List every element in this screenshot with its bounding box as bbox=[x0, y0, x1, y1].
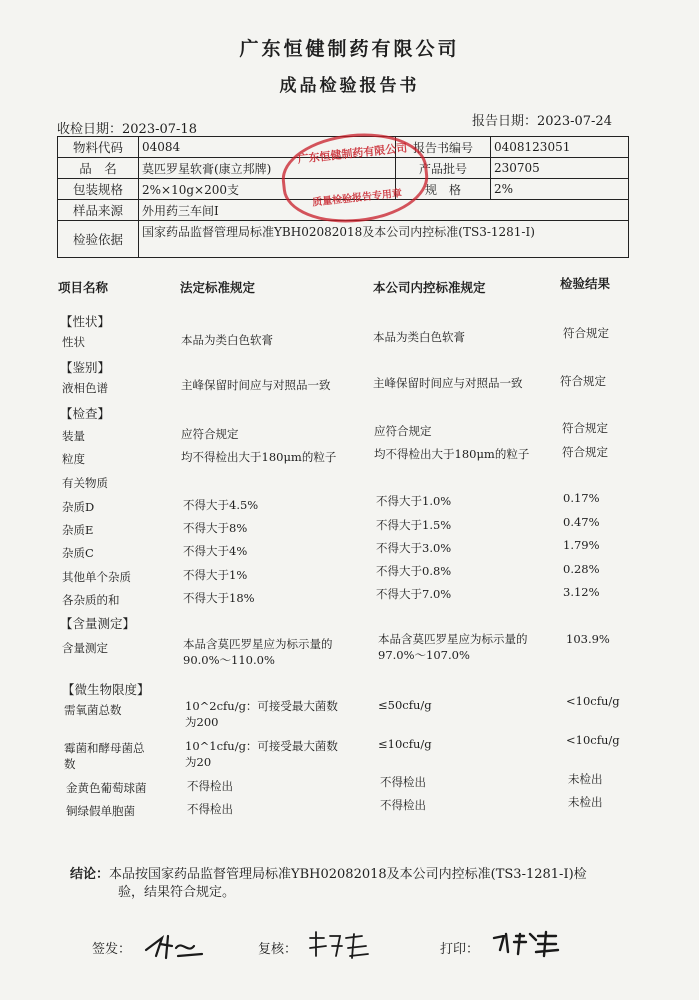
row-internal: 不得大于1.5% bbox=[376, 518, 452, 532]
row-item-line-1: 霉菌和酵母菌总 bbox=[64, 741, 145, 755]
row-result: 未检出 bbox=[568, 772, 603, 786]
receive-date: 2023-07-18 bbox=[122, 122, 197, 137]
row-item: 杂质D bbox=[62, 500, 95, 514]
row-internal: ≤10cfu/g bbox=[378, 737, 432, 751]
issuer-signature bbox=[142, 928, 206, 962]
row-internal: 不得大于3.0% bbox=[376, 541, 452, 555]
section-properties: 【性状】 bbox=[60, 314, 111, 329]
row-internal: 不得大于7.0% bbox=[376, 587, 452, 601]
issuer-label: 签发： bbox=[92, 942, 132, 957]
row-statutory-line-2: 90.0%～110.0% bbox=[183, 653, 275, 667]
row-item: 杂质C bbox=[62, 546, 94, 560]
row-result: 103.9% bbox=[566, 632, 610, 646]
stamp-purpose: 质量检验报告专用章 bbox=[311, 188, 403, 209]
product-name-label: 品 名 bbox=[58, 158, 139, 179]
material-code-label: 物料代码 bbox=[58, 137, 139, 158]
receive-date-label: 收检日期： bbox=[57, 122, 123, 137]
row-item: 需氧菌总数 bbox=[64, 703, 122, 717]
row-result: <10cfu/g bbox=[566, 694, 620, 708]
row-result: 符合规定 bbox=[562, 421, 608, 435]
section-identification: 【鉴别】 bbox=[60, 360, 111, 375]
sample-source-label: 样品来源 bbox=[58, 200, 139, 221]
row-statutory: 不得大于4% bbox=[183, 544, 248, 558]
row-statutory: 不得大于1% bbox=[183, 568, 248, 582]
row-internal: 应符合规定 bbox=[374, 424, 432, 438]
material-code: 04084 bbox=[139, 137, 396, 158]
batch-label: 产品批号 bbox=[396, 158, 491, 179]
report-date-line bbox=[472, 110, 612, 129]
report-date: 2023-07-24 bbox=[537, 114, 612, 129]
reviewer-label: 复核： bbox=[258, 942, 298, 957]
conclusion-label: 结论： bbox=[70, 867, 110, 882]
row-result: 0.28% bbox=[563, 562, 600, 576]
row-statutory: 不得检出 bbox=[187, 802, 233, 816]
row-statutory-line-1: 本品含莫匹罗星应为标示量的 bbox=[183, 637, 333, 651]
row-item: 含量测定 bbox=[62, 641, 108, 655]
printer-label: 打印： bbox=[440, 942, 480, 957]
row-statutory: 主峰保留时间应与对照品一致 bbox=[181, 378, 331, 392]
row-internal: 不得大于0.8% bbox=[376, 564, 452, 578]
row-statutory: 不得大于4.5% bbox=[183, 498, 259, 512]
row-statutory: 不得大于18% bbox=[183, 591, 255, 605]
row-result: 符合规定 bbox=[560, 374, 606, 388]
row-statutory: 不得检出 bbox=[187, 779, 233, 793]
row-statutory-line-1: 10^1cfu/g：可接受最大菌数 bbox=[185, 739, 338, 753]
product-name: 莫匹罗星软膏(康立邦牌) bbox=[139, 158, 396, 179]
row-result: 1.79% bbox=[563, 538, 600, 552]
row-statutory: 应符合规定 bbox=[181, 427, 239, 441]
row-internal: 不得检出 bbox=[380, 775, 426, 789]
row-item: 装量 bbox=[62, 429, 85, 443]
conclusion bbox=[70, 866, 630, 902]
report-date-label: 报告日期： bbox=[472, 114, 538, 129]
package-spec-label: 包装规格 bbox=[58, 179, 139, 200]
row-statutory: 本品为类白色软膏 bbox=[181, 333, 273, 347]
row-result: <10cfu/g bbox=[566, 733, 620, 747]
row-item: 粒度 bbox=[62, 452, 85, 466]
row-internal: ≤50cfu/g bbox=[378, 698, 432, 712]
row-item-line-2: 数 bbox=[64, 757, 76, 771]
printer-signature bbox=[490, 928, 562, 960]
row-item: 其他单个杂质 bbox=[62, 570, 131, 584]
row-statutory-line-2: 为20 bbox=[185, 755, 212, 769]
column-header-result: 检验结果 bbox=[560, 276, 611, 291]
row-internal-line-2: 97.0%～107.0% bbox=[378, 648, 470, 662]
document-title: 成品检验报告书 bbox=[279, 76, 420, 96]
column-header-internal: 本公司内控标准规定 bbox=[373, 280, 486, 295]
reviewer-signature bbox=[306, 928, 372, 962]
row-item: 金黄色葡萄球菌 bbox=[66, 781, 147, 795]
column-header-item: 项目名称 bbox=[58, 280, 109, 295]
row-statutory: 不得大于8% bbox=[183, 521, 248, 535]
test-basis-label: 检验依据 bbox=[58, 221, 139, 258]
row-internal: 均不得检出大于180μm的粒子 bbox=[374, 447, 530, 461]
company-name: 广东恒健制药有限公司 bbox=[239, 38, 460, 60]
row-item: 液相色谱 bbox=[62, 381, 108, 395]
row-item: 各杂质的和 bbox=[62, 593, 120, 607]
conclusion-text-2: 验，结果符合规定。 bbox=[118, 885, 236, 900]
row-result: 符合规定 bbox=[562, 445, 608, 459]
test-basis: 国家药品监督管理局标准YBH02082018及本公司内控标准(TS3-1281-I) bbox=[139, 221, 629, 258]
row-result: 3.12% bbox=[563, 585, 600, 599]
row-item: 有关物质 bbox=[62, 476, 108, 490]
row-result: 未检出 bbox=[568, 795, 603, 809]
batch-number: 230705 bbox=[491, 158, 629, 179]
row-statutory-line-2: 为200 bbox=[185, 715, 219, 729]
column-header-statutory: 法定标准规定 bbox=[180, 280, 256, 295]
section-inspection: 【检查】 bbox=[60, 406, 111, 421]
row-item: 性状 bbox=[62, 335, 85, 349]
row-result: 符合规定 bbox=[563, 326, 609, 340]
sample-source: 外用药三车间Ⅰ bbox=[139, 200, 629, 221]
conclusion-line-1 bbox=[70, 866, 630, 884]
report-no-label: 报告书编号 bbox=[396, 137, 491, 158]
row-internal-line-1: 本品含莫匹罗星应为标示量的 bbox=[378, 632, 528, 646]
package-spec: 2%×10g×200支 bbox=[139, 179, 396, 200]
stamp-company: 广东恒健制药有限公司 bbox=[297, 141, 408, 166]
row-internal: 本品为类白色软膏 bbox=[373, 330, 465, 344]
row-item: 铜绿假单胞菌 bbox=[66, 804, 135, 818]
row-internal: 主峰保留时间应与对照品一致 bbox=[373, 376, 523, 390]
receive-date-line bbox=[57, 118, 197, 137]
section-assay: 【含量测定】 bbox=[60, 616, 136, 631]
spec-value: 2% bbox=[491, 179, 629, 200]
report-no: 0408123051 bbox=[491, 137, 629, 158]
row-internal: 不得检出 bbox=[380, 798, 426, 812]
row-result: 0.17% bbox=[563, 491, 600, 505]
row-internal: 不得大于1.0% bbox=[376, 494, 452, 508]
conclusion-text-1: 本品按国家药品监督管理局标准YBH02082018及本公司内控标准(TS3-1281-I)检 bbox=[109, 867, 587, 882]
section-microbial: 【微生物限度】 bbox=[62, 682, 150, 697]
row-result: 0.47% bbox=[563, 515, 600, 529]
row-statutory: 均不得检出大于180μm的粒子 bbox=[181, 450, 337, 464]
row-statutory-line-1: 10^2cfu/g：可接受最大菌数 bbox=[185, 699, 338, 713]
row-item: 杂质E bbox=[62, 523, 94, 537]
spec-label: 规 格 bbox=[396, 179, 491, 200]
